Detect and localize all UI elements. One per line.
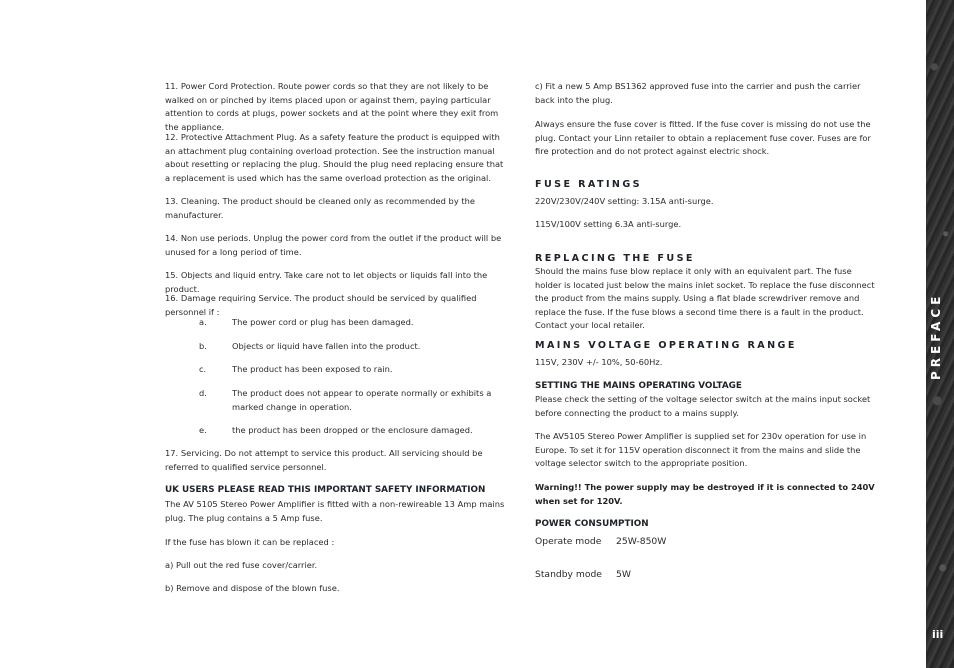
section-label: PREFACE [929, 292, 943, 380]
page-number: iii [932, 628, 944, 641]
operate-mode-value: 25W-850W [616, 536, 667, 547]
setting-voltage-body: Please check the setting of the voltage selector switch at the mains input socket before connecting the product to a mains supply. [535, 394, 871, 418]
safety-item-11: 11. Power Cord Protection. Route power cords so that they are not likely to be walked on or pinched by items placed upon or against them, paying particular attention to cords at plugs, power sockets and at the point where they exit from the appliance. [165, 81, 499, 132]
mains-voltage-range: 115V, 230V +/- 10%, 50-60Hz. [535, 357, 663, 367]
fuse-rating-115v: 115V/100V setting 6.3A anti-surge. [535, 219, 682, 229]
safety-item-12: 12. Protective Attachment Plug. As a safety feature the product is equipped with an attachment plug containing overload protection. See the instruction manual about resetting or replacing the plug. Should the plug need replacing ensure that a replacement is used which has the same overload protection as the original. [165, 132, 504, 183]
warning-text: Warning!! The power supply may be destroyed if it is connected to 240V when set for 120V. [535, 482, 875, 506]
fuse-blown-note: If the fuse has blown it can be replaced : [165, 537, 335, 547]
fuse-step-c: c) Fit a new 5 Amp BS1362 approved fuse into the carrier and push the carrier back into the plug. [535, 81, 861, 105]
replacing-fuse-heading: REPLACING THE FUSE [535, 253, 695, 264]
section-sidebar [926, 0, 954, 668]
uk-safety-heading: UK USERS PLEASE READ THIS IMPORTANT SAFETY INFORMATION [165, 485, 486, 495]
condition-text: The power cord or plug has been damaged. [232, 317, 414, 327]
fuse-step-b: b) Remove and dispose of the blown fuse. [165, 583, 340, 593]
condition-text: the product has been dropped or the enclosure damaged. [232, 425, 473, 435]
condition-letter: b. [199, 341, 207, 351]
safety-item-15: 15. Objects and liquid entry. Take care not to let objects or liquids fall into the product. [165, 270, 488, 294]
operate-mode-row [535, 535, 875, 549]
supplied-setting-body: The AV5105 Stereo Power Amplifier is supplied set for 230v operation for use in Europe. To set it for 115V operation disconnect it from the mains and slide the voltage selector switch to the appropriate position. [535, 431, 867, 469]
setting-voltage-heading: SETTING THE MAINS OPERATING VOLTAGE [535, 381, 742, 391]
operate-mode-label: Operate mode [535, 536, 602, 547]
mains-voltage-heading: MAINS VOLTAGE OPERATING RANGE [535, 340, 797, 351]
condition-letter: c. [199, 364, 207, 374]
condition-text: The product does not appear to operate normally or exhibits a marked change in operation. [232, 388, 492, 412]
standby-mode-label: Standby mode [535, 569, 602, 580]
fuse-step-a: a) Pull out the red fuse cover/carrier. [165, 560, 318, 570]
fuse-ratings-heading: FUSE RATINGS [535, 179, 642, 190]
fuse-rating-230v: 220V/230V/240V setting: 3.15A anti-surge. [535, 196, 714, 206]
standby-mode-row [535, 568, 875, 582]
condition-text: The product has been exposed to rain. [232, 364, 393, 374]
condition-text: Objects or liquid have fallen into the product. [232, 341, 421, 351]
safety-item-13: 13. Cleaning. The product should be cleaned only as recommended by the manufacturer. [165, 196, 475, 220]
power-consumption-heading: POWER CONSUMPTION [535, 519, 649, 529]
replacing-fuse-body: Should the mains fuse blow replace it only with an equivalent part. The fuse holder is located just below the mains inlet socket. To replace the fuse disconnect the product from the mains supply. Using a flat blade screwdriver remove and replace the fuse. If the fuse blows a second time there is a fault in the product. Contact your local retailer. [535, 266, 875, 331]
condition-letter: d. [199, 388, 207, 398]
safety-item-16: 16. Damage requiring Service. The product should be serviced by qualified personnel if : [165, 293, 477, 317]
condition-letter: e. [199, 425, 207, 435]
safety-item-14: 14. Non use periods. Unplug the power cord from the outlet if the product will be unused for a long period of time. [165, 233, 502, 257]
standby-mode-value: 5W [616, 569, 631, 580]
fuse-cover-note: Always ensure the fuse cover is fitted. If the fuse cover is missing do not use the plug. Contact your Linn retailer to obtain a replacement fuse cover. Fuses are for fire protection and do not protect against electric shock. [535, 119, 871, 157]
condition-letter: a. [199, 317, 207, 327]
uk-safety-body: The AV 5105 Stereo Power Amplifier is fitted with a non-rewireable 13 Amp mains plug. The plug contains a 5 Amp fuse. [165, 499, 505, 523]
safety-item-17: 17. Servicing. Do not attempt to service this product. All servicing should be referred to qualified service personnel. [165, 448, 483, 472]
